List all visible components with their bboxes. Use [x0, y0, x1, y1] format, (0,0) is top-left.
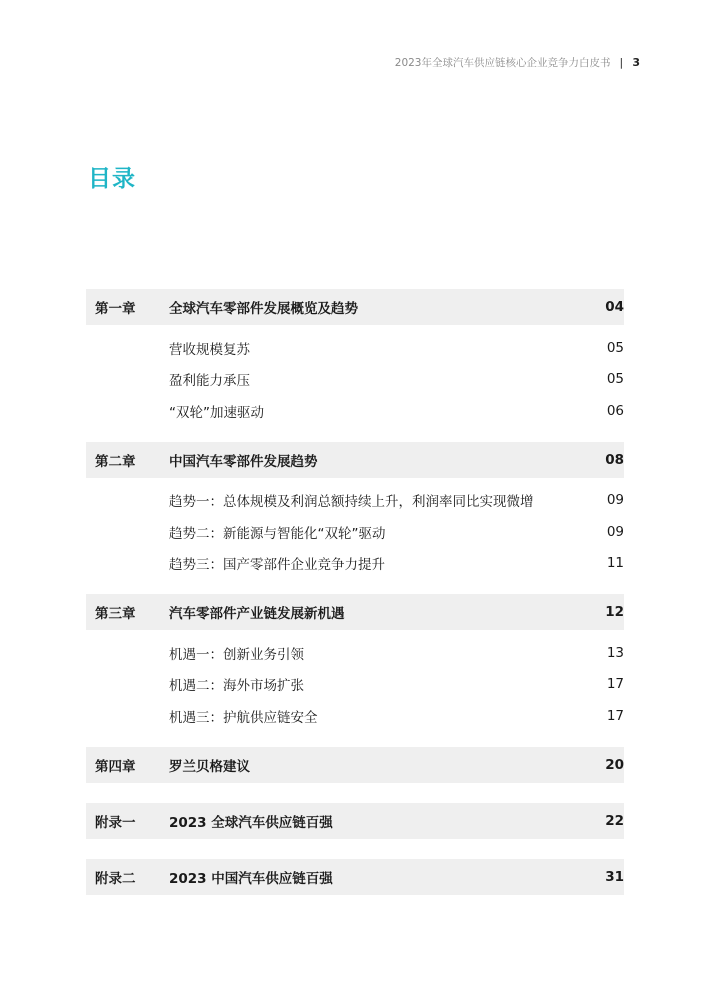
subsection-title: 机遇三：护航供应链安全	[169, 709, 318, 726]
subsection-page: 09	[606, 492, 624, 509]
chapter-title: 中国汽车零部件发展趋势	[169, 453, 318, 470]
chapter-page: 31	[605, 868, 624, 885]
toc-subsection[interactable]	[86, 516, 624, 548]
chapter-label: 第四章	[95, 758, 136, 775]
chapter-page: 20	[605, 756, 624, 773]
chapter-label: 第一章	[95, 301, 136, 317]
chapter-title: 汽车零部件产业链发展新机遇	[169, 606, 345, 622]
toc-subsection[interactable]	[86, 485, 624, 517]
subsection-title: 趋势一：总体规模及利润总额持续上升，利润率同比实现微增	[169, 494, 534, 511]
chapter-label: 第二章	[95, 453, 136, 470]
subsection-title: “双轮”加速驱动	[169, 404, 264, 421]
chapter-title: 全球汽车零部件发展概览及趋势	[169, 301, 358, 317]
toc-subsections-2	[86, 478, 624, 595]
chapter-title: 罗兰贝格建议	[169, 758, 250, 775]
toc-subsection[interactable]	[86, 395, 624, 427]
chapter-label: 附录一	[95, 814, 136, 831]
toc-subsection[interactable]	[86, 548, 624, 580]
toc-subsection[interactable]	[86, 332, 624, 364]
chapter-label: 附录二	[95, 870, 136, 887]
subsection-title: 营收规模复苏	[169, 341, 250, 358]
toc-appendix-2[interactable]	[86, 859, 624, 895]
header-separator: |	[619, 56, 624, 69]
subsection-page: 17	[606, 707, 624, 724]
chapter-page: 22	[605, 812, 624, 829]
subsection-page: 17	[606, 676, 624, 693]
page-title: 目录	[88, 166, 136, 192]
header-page-number: 3	[632, 56, 640, 69]
toc-subsection[interactable]	[86, 700, 624, 732]
page-header	[395, 55, 640, 70]
subsection-page: 05	[606, 371, 624, 388]
toc-subsections-3	[86, 630, 624, 747]
toc-appendix-1[interactable]	[86, 803, 624, 839]
subsection-title: 机遇二：海外市场扩张	[169, 678, 304, 695]
chapter-title: 2023 中国汽车供应链百强	[169, 870, 333, 887]
toc-chapter-2[interactable]	[86, 442, 624, 478]
subsection-page: 13	[606, 644, 624, 661]
toc-subsection[interactable]	[86, 637, 624, 669]
subsection-title: 盈利能力承压	[169, 373, 250, 390]
subsection-page: 09	[606, 523, 624, 540]
subsection-page: 11	[606, 555, 624, 572]
chapter-page: 12	[605, 604, 624, 620]
subsection-title: 趋势二：新能源与智能化“双轮”驱动	[169, 525, 386, 542]
chapter-page: 04	[605, 299, 624, 315]
toc-chapter-4[interactable]	[86, 747, 624, 783]
chapter-label: 第三章	[95, 606, 136, 622]
subsection-title: 机遇一：创新业务引领	[169, 646, 304, 663]
subsection-page: 05	[606, 339, 624, 356]
toc-chapter-1[interactable]	[86, 289, 624, 325]
subsection-page: 06	[606, 402, 624, 419]
toc-chapter-3[interactable]	[86, 594, 624, 630]
header-doc-title: 2023年全球汽车供应链核心企业竞争力白皮书	[394, 57, 611, 69]
table-of-contents	[86, 289, 624, 895]
toc-subsection[interactable]	[86, 364, 624, 396]
toc-subsections-1	[86, 325, 624, 442]
subsection-title: 趋势三：国产零部件企业竞争力提升	[169, 557, 385, 574]
toc-subsection[interactable]	[86, 669, 624, 701]
chapter-page: 08	[605, 451, 624, 468]
chapter-title: 2023 全球汽车供应链百强	[169, 814, 333, 831]
